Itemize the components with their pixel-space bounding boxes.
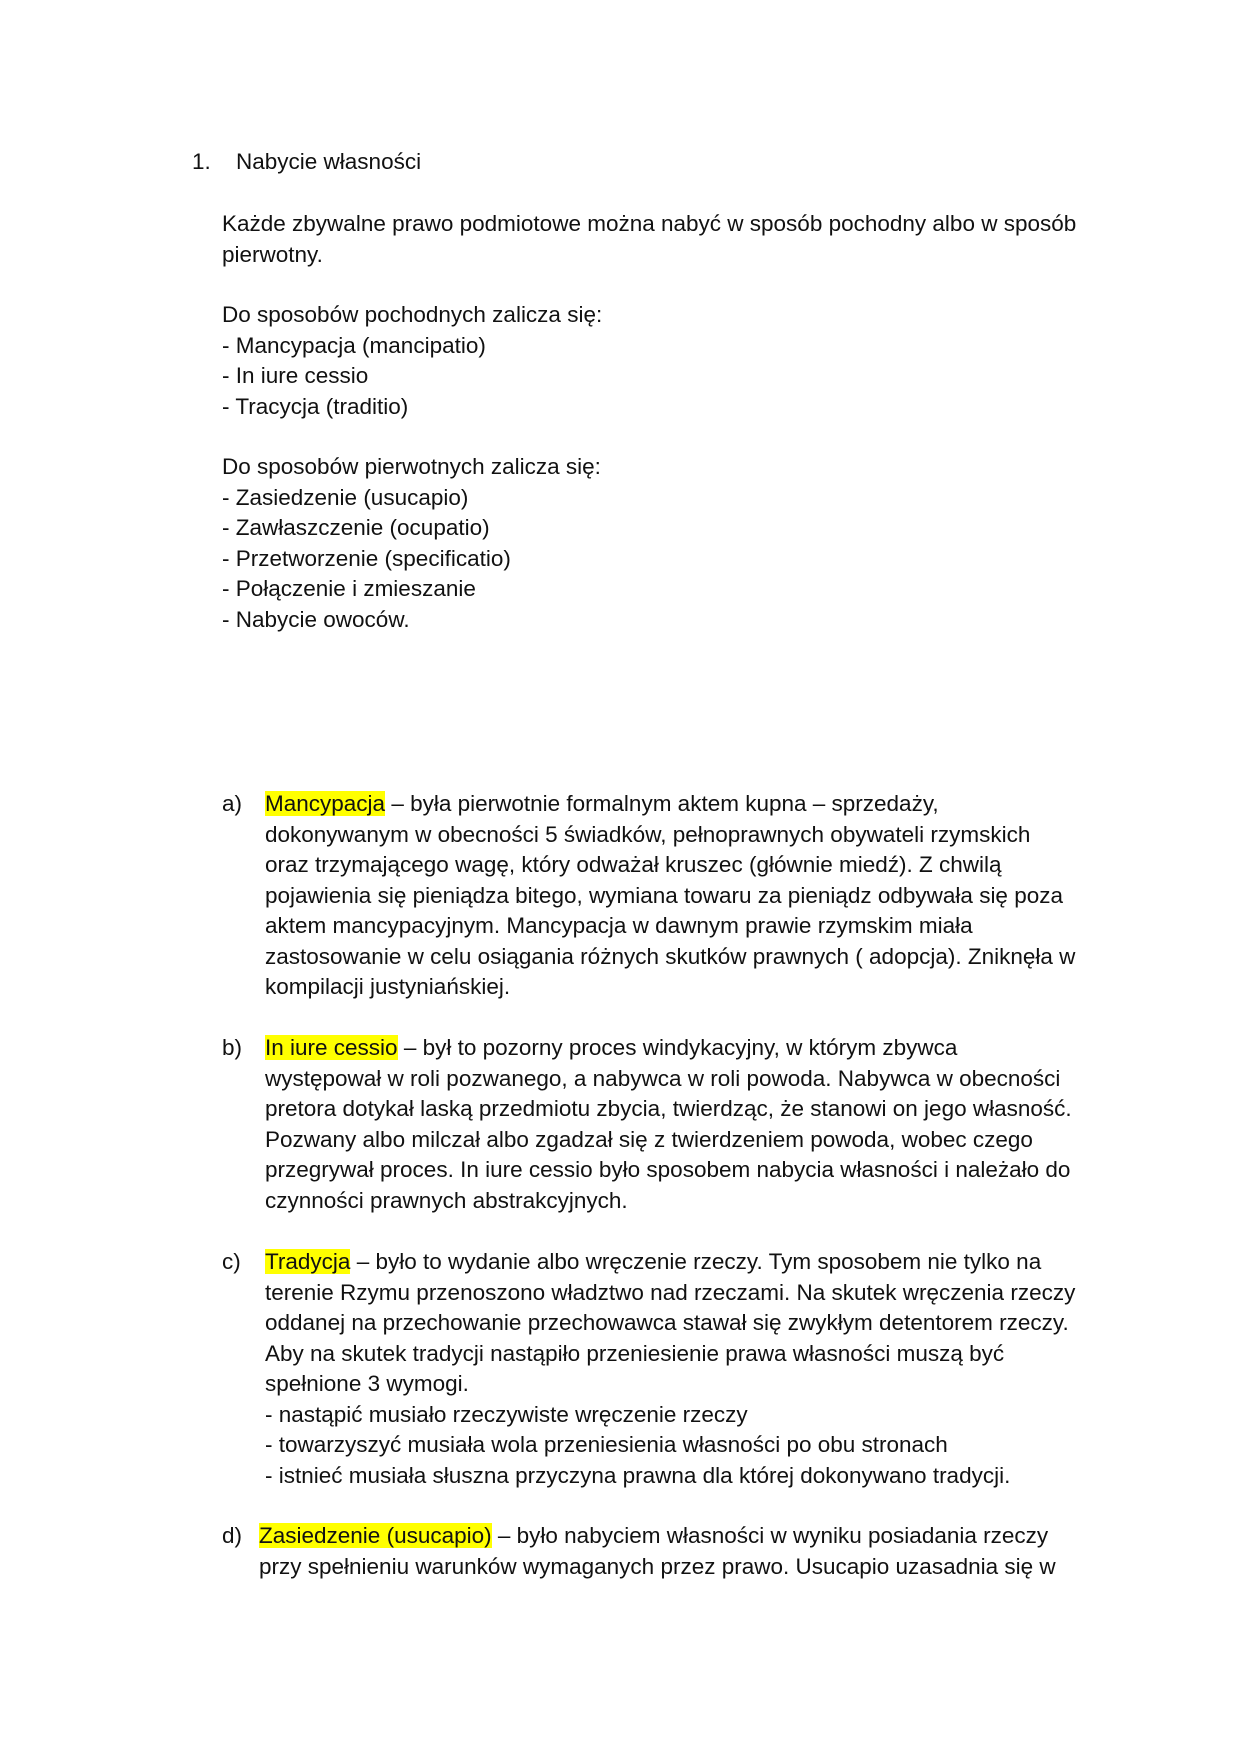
entry-line: oraz trzymającego wagę, który odważał kruszec (głównie miedź). Z chwilą xyxy=(265,852,1002,877)
entry-a-first-text: – była pierwotnie formalnym aktem kupna – sprzedaży, xyxy=(385,791,939,816)
entry-c-first-line xyxy=(265,1247,1075,1278)
entry-line: występował w roli pozwanego, a nabywca w roli powoda. Nabywca w obecności xyxy=(265,1065,1061,1091)
entry-line: kompilacji justyniańskiej. xyxy=(265,974,511,999)
entry-c xyxy=(265,1247,1075,1491)
list-item: - Przetworzenie (specificatio) xyxy=(222,545,511,571)
section-title: Nabycie własności xyxy=(236,149,422,174)
entry-line: Pozwany albo milczał albo zgadzał się z twierdzeniem powoda, wobec czego xyxy=(265,1126,1033,1152)
entry-line: pretora dotykał laską przedmiotu zbycia, twierdząc, że stanowi on jego własność. xyxy=(265,1096,1072,1121)
entry-d-term: Zasiedzenie (usucapio) xyxy=(259,1523,492,1548)
intro-line: Każde zbywalne prawo podmiotowe można nabyć w sposób pochodny albo w sposób xyxy=(222,211,1077,236)
entry-d-first-text: – było nabyciem własności w wyniku posiadania rzeczy xyxy=(491,1523,1049,1548)
entry-b xyxy=(265,1033,1072,1216)
list-item: - Zasiedzenie (usucapio) xyxy=(222,484,469,510)
entry-line: przy spełnieniu warunków wymaganych przez prawo. Usucapio uzasadnia się w xyxy=(259,1553,1056,1579)
entry-a xyxy=(265,789,1075,1003)
entry-line: dokonywanym w obecności 5 świadków, pełnoprawnych obywateli rzymskich xyxy=(265,821,1031,847)
section-number: 1. xyxy=(192,149,211,174)
list-item: - Zawłaszczenie (ocupatio) xyxy=(222,515,490,540)
intro-paragraph xyxy=(222,209,1076,270)
entry-d xyxy=(259,1521,1056,1582)
entry-b-marker: b) xyxy=(222,1035,243,1060)
list-item: - Tracycja (traditio) xyxy=(222,393,409,419)
entry-line: zastosowanie w celu osiągania różnych skutków prawnych ( adopcja). Zniknęła w xyxy=(265,943,1076,969)
entry-line: - towarzyszyć musiała wola przeniesienia własności po obu stronach xyxy=(265,1432,948,1457)
entry-line: - nastąpić musiało rzeczywiste wręczenie rzeczy xyxy=(265,1401,748,1427)
derived-methods-list xyxy=(222,300,602,422)
entry-a-first-line xyxy=(265,789,1075,820)
entry-d-first-line xyxy=(259,1521,1056,1552)
entry-line: terenie Rzymu przenoszono władztwo nad rzeczami. Na skutek wręczenia rzeczy xyxy=(265,1279,1076,1305)
entry-b-first-line xyxy=(265,1033,1072,1064)
entry-line: - istnieć musiała słuszna przyczyna prawna dla której dokonywano tradycji. xyxy=(265,1462,1011,1488)
entry-line: Aby na skutek tradycji nastąpiło przeniesienie prawa własności muszą być xyxy=(265,1340,1005,1366)
entry-line: oddanej na przechowanie przechowawca stawał się zwykłym detentorem rzeczy. xyxy=(265,1310,1069,1335)
entry-c-first-text: – było to wydanie albo wręczenie rzeczy. Tym sposobem nie tylko na xyxy=(350,1249,1042,1274)
entry-line: przegrywał proces. In iure cessio było sposobem nabycia własności i należało do xyxy=(265,1157,1071,1182)
entry-c-marker: c) xyxy=(222,1249,241,1274)
entry-line: czynności prawnych abstrakcyjnych. xyxy=(265,1187,628,1213)
entry-b-first-text: – był to pozorny proces windykacyjny, w którym zbywca xyxy=(397,1035,958,1060)
original-heading: Do sposobów pierwotnych zalicza się: xyxy=(222,454,601,479)
entry-line: aktem mancypacyjnym. Mancypacja w dawnym prawie rzymskim miała xyxy=(265,913,973,938)
intro-line: pierwotny. xyxy=(222,241,323,267)
list-item: - In iure cessio xyxy=(222,363,369,388)
list-item: - Połączenie i zmieszanie xyxy=(222,576,476,601)
entry-a-marker: a) xyxy=(222,791,243,816)
entry-b-term: In iure cessio xyxy=(265,1035,398,1060)
entry-a-term: Mancypacja xyxy=(265,791,386,816)
original-methods-list xyxy=(222,452,601,635)
list-item: - Nabycie owoców. xyxy=(222,606,410,632)
list-item: - Mancypacja (mancipatio) xyxy=(222,332,486,358)
entry-d-marker: d) xyxy=(222,1523,243,1548)
entry-line: spełnione 3 wymogi. xyxy=(265,1371,469,1396)
entry-c-term: Tradycja xyxy=(265,1249,351,1274)
derived-heading: Do sposobów pochodnych zalicza się: xyxy=(222,302,603,327)
entry-line: pojawienia się pieniądza bitego, wymiana towaru za pieniądz odbywała się poza xyxy=(265,882,1063,908)
